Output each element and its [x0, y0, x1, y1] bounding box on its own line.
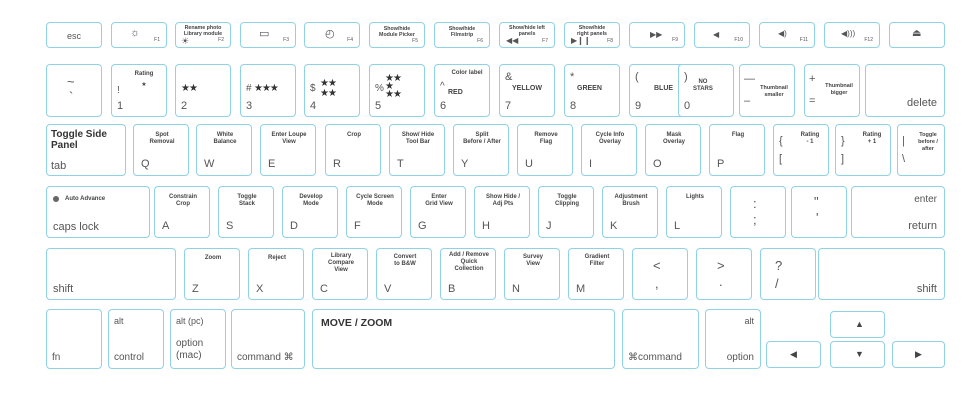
key-shift-left[interactable]	[46, 248, 176, 300]
key-char: B	[448, 283, 456, 295]
key-arrow-right[interactable]	[892, 341, 945, 368]
key-action-label: Adjustment Brush	[614, 194, 648, 207]
key-char: 8	[570, 100, 577, 112]
key-label: shift	[53, 283, 74, 295]
key-char: C	[320, 283, 328, 295]
key-action-label: Lights	[686, 194, 704, 200]
key-period[interactable]	[696, 248, 752, 300]
key-t[interactable]	[389, 124, 445, 176]
rating-stars: ★★★	[254, 83, 278, 94]
arrow-right-icon: ▶	[915, 349, 922, 359]
key-f2[interactable]	[175, 22, 231, 48]
key-fn-label: F5	[412, 38, 418, 44]
key-shift-char: (	[635, 71, 639, 83]
key-minus[interactable]	[739, 64, 795, 117]
rewind-icon: ◀◀	[506, 36, 519, 45]
key-p[interactable]	[709, 124, 765, 176]
key-f[interactable]	[346, 186, 402, 238]
key-z[interactable]	[184, 248, 240, 300]
key-action-label: Split Before / After	[463, 132, 501, 145]
space-action-label: MOVE / ZOOM	[321, 317, 393, 329]
key-action-label: Toggle before / after	[918, 132, 938, 152]
key-alt-label: alt (pc)	[176, 316, 204, 326]
key-fn-label: F2	[218, 37, 224, 43]
key-action-label: Mask Overlay	[662, 132, 686, 145]
color-label-red: RED	[448, 89, 463, 96]
key-label: control	[114, 352, 145, 363]
key-char: 9	[635, 100, 642, 112]
key-char: R	[333, 158, 341, 170]
key-h[interactable]	[474, 186, 530, 238]
key-command-right[interactable]	[622, 309, 699, 369]
key-8[interactable]	[564, 64, 620, 117]
key-char: U	[525, 158, 533, 170]
key-alt-label: alt	[114, 316, 124, 326]
key-tab[interactable]	[46, 124, 126, 176]
key-char: 4	[310, 100, 317, 112]
key-char: X	[256, 283, 264, 295]
key-char: –	[744, 95, 751, 107]
key-char: I	[589, 158, 593, 170]
key-char: /	[775, 276, 779, 291]
key-fn-label: F4	[347, 37, 353, 43]
key-fn-label: F7	[542, 38, 548, 44]
key-action-label: Show/ Hide Tool Bar	[401, 132, 435, 145]
key-action-label: Library Compare View	[327, 253, 354, 273]
key-fn-label: F3	[283, 37, 289, 43]
key-label: esc	[66, 31, 81, 41]
mission-control-icon: ▭	[259, 28, 270, 40]
key-esc[interactable]	[46, 22, 102, 48]
key-action-label: Show Hide / Adj Pts	[485, 194, 520, 207]
arrow-down-icon: ▼	[855, 349, 864, 359]
eject-icon: ⏏	[912, 28, 922, 39]
key-control[interactable]	[108, 309, 164, 369]
key-char: 0	[684, 100, 691, 112]
key-fn[interactable]	[46, 309, 102, 369]
key-action-label: Convert to B&W	[393, 254, 417, 267]
key-char: S	[226, 220, 234, 232]
rating-stars: ★★ ★ ★★	[385, 73, 401, 100]
key-shift-right[interactable]	[818, 248, 945, 300]
key-action-label: Auto Advance	[65, 196, 106, 202]
key-shift-char: <	[653, 258, 661, 273]
rating-stars: ★★ ★★	[320, 78, 336, 99]
key-shift-char: %	[375, 83, 384, 94]
key-action-label: Develop Mode	[299, 194, 323, 207]
key-backtick[interactable]	[46, 64, 102, 117]
key-char: T	[397, 158, 404, 170]
key-equals[interactable]	[804, 64, 860, 117]
key-char: 7	[505, 100, 512, 112]
key-f4[interactable]	[304, 22, 360, 48]
key-f12[interactable]	[824, 22, 880, 48]
key-label: fn	[52, 352, 61, 363]
key-action-label: Thumbnail smaller	[760, 85, 788, 98]
key-char: M	[576, 283, 586, 295]
key-char: J	[546, 220, 552, 232]
key-label: ⌘command	[628, 352, 682, 363]
key-k[interactable]	[602, 186, 658, 238]
volume-down-icon: ◀)	[778, 29, 787, 38]
key-action-label: Cycle Info Overlay	[595, 132, 625, 145]
key-char: V	[384, 283, 392, 295]
key-action-label: Gradient Filter	[584, 254, 610, 267]
key-f11[interactable]	[759, 22, 815, 48]
key-shift-char: ?	[775, 258, 783, 273]
key-i[interactable]	[581, 124, 637, 176]
key-q[interactable]	[133, 124, 189, 176]
key-n[interactable]	[504, 248, 560, 300]
key-backslash[interactable]	[897, 124, 945, 176]
key-e[interactable]	[260, 124, 316, 176]
key-action-label: Show/hide Filmstrip	[448, 26, 476, 38]
key-action-label: Enter Grid View	[425, 194, 453, 207]
key-shift-char: $	[310, 83, 316, 94]
key-4[interactable]	[304, 64, 360, 117]
key-s[interactable]	[218, 186, 274, 238]
key-shift-char: —	[744, 73, 755, 85]
key-char: .	[719, 274, 723, 289]
arrow-up-icon: ▲	[855, 319, 864, 329]
key-j[interactable]	[538, 186, 594, 238]
color-label-green: GREEN	[577, 85, 602, 92]
key-char: ;	[753, 212, 757, 227]
key-char: \	[902, 153, 906, 165]
key-action-label: White Balance	[213, 132, 237, 145]
key-char: `	[69, 89, 74, 104]
key-m[interactable]	[568, 248, 624, 300]
key-action-label: Flag	[731, 132, 745, 138]
key-fn-label: F1	[154, 37, 160, 43]
key-semicolon[interactable]	[730, 186, 786, 238]
key-f5[interactable]	[369, 22, 425, 48]
key-char: Y	[461, 158, 469, 170]
key-right-bracket[interactable]	[835, 124, 891, 176]
key-w[interactable]	[196, 124, 252, 176]
color-label-yellow: YELLOW	[512, 85, 542, 92]
key-fn-label: F6	[477, 38, 483, 44]
key-option[interactable]	[170, 309, 226, 369]
key-action-label: Show/hide Module Picker	[379, 26, 415, 38]
key-action-label: Rating - 1	[800, 132, 820, 145]
key-arrow-up[interactable]	[830, 311, 885, 338]
key-5[interactable]	[369, 64, 425, 117]
key-char: 2	[181, 100, 188, 112]
key-v[interactable]	[376, 248, 432, 300]
arrow-left-icon: ◀	[790, 349, 797, 359]
key-option-right[interactable]	[705, 309, 761, 369]
key-action-label: Constrain Crop	[168, 194, 197, 207]
key-shift-char: {	[779, 135, 783, 147]
key-0[interactable]	[678, 64, 734, 117]
key-a[interactable]	[154, 186, 210, 238]
key-6[interactable]	[434, 64, 490, 117]
key-char: =	[809, 95, 816, 107]
key-label: caps lock	[53, 221, 99, 233]
key-left-bracket[interactable]	[773, 124, 829, 176]
key-label: command ⌘	[237, 352, 294, 363]
key-char: ]	[841, 153, 845, 165]
fast-forward-icon: ▶▶	[650, 30, 663, 39]
key-action-label: Add / Remove Quick Collection	[448, 252, 489, 272]
key-action-label: Show/hide right panels	[576, 25, 608, 37]
key-char: Z	[192, 283, 199, 295]
key-char: D	[290, 220, 298, 232]
key-label: option (mac)	[176, 338, 204, 361]
key-f8[interactable]	[564, 22, 620, 48]
key-char: '	[816, 210, 819, 225]
key-action-label: Crop	[347, 132, 361, 138]
key-char: ,	[655, 276, 659, 291]
key-o[interactable]	[645, 124, 701, 176]
key-action-label: Color label	[451, 70, 483, 76]
key-char: L	[674, 220, 681, 232]
key-g[interactable]	[410, 186, 466, 238]
key-r[interactable]	[325, 124, 381, 176]
key-shift-char: *	[570, 71, 575, 83]
key-shift-char: |	[902, 135, 905, 147]
key-shift-char: ^	[440, 81, 445, 92]
key-action-label: Thumbnail bigger	[825, 83, 853, 96]
key-f1[interactable]	[111, 22, 167, 48]
key-char: 1	[117, 100, 124, 112]
key-label: tab	[51, 160, 67, 172]
key-action-label: Rename photo Library module	[183, 25, 223, 37]
key-x[interactable]	[248, 248, 304, 300]
key-char: G	[418, 220, 427, 232]
key-u[interactable]	[517, 124, 573, 176]
dashboard-icon: ◴	[325, 28, 335, 40]
caps-lock-indicator-icon	[53, 196, 59, 202]
key-slash[interactable]	[760, 248, 816, 300]
key-1[interactable]	[111, 64, 167, 117]
brightness-down-icon: ☼	[130, 27, 141, 39]
key-label: shift	[916, 283, 937, 295]
key-3[interactable]	[240, 64, 296, 117]
key-label: return	[908, 220, 937, 232]
key-fn-label: F11	[799, 37, 808, 43]
key-f3[interactable]	[240, 22, 296, 48]
key-char: F	[354, 220, 361, 232]
key-char: W	[204, 158, 215, 170]
key-action-label: Toggle Clipping	[555, 194, 579, 207]
key-9[interactable]	[629, 64, 685, 117]
key-label: option	[726, 352, 754, 363]
rating-stars: ★★	[181, 83, 197, 94]
key-return[interactable]	[851, 186, 945, 238]
key-arrow-down[interactable]	[830, 341, 885, 368]
key-shift-char: !	[117, 85, 120, 96]
key-alt-label: alt	[744, 316, 754, 326]
key-char: 3	[246, 100, 253, 112]
key-action-label: Reject	[267, 255, 286, 261]
key-shift-char: +	[809, 73, 816, 85]
key-action-label: Zoom	[204, 255, 222, 261]
key-action-label: Cycle Screen Mode	[356, 194, 394, 207]
key-c[interactable]	[312, 248, 368, 300]
key-char: N	[512, 283, 520, 295]
key-shift-char: &	[505, 71, 513, 83]
key-shift-char: "	[814, 194, 819, 209]
key-shift-char: :	[753, 196, 757, 211]
brightness-up-icon: ☀	[181, 36, 190, 46]
key-shift-char: #	[246, 83, 252, 94]
key-7[interactable]	[499, 64, 555, 117]
key-f6[interactable]	[434, 22, 490, 48]
key-char: 5	[375, 100, 382, 112]
key-label: delete	[907, 97, 937, 109]
key-char: A	[162, 220, 170, 232]
key-action-label: Toggle Side Panel	[51, 129, 107, 151]
key-char: 6	[440, 100, 447, 112]
key-fn-label: F10	[734, 37, 743, 43]
key-y[interactable]	[453, 124, 509, 176]
key-command-left[interactable]	[231, 309, 305, 369]
mute-icon: ◀	[713, 30, 720, 39]
key-label: enter	[914, 194, 937, 205]
key-d[interactable]	[282, 186, 338, 238]
key-eject[interactable]	[889, 22, 945, 48]
key-char: H	[482, 220, 490, 232]
key-action-label: Spot Removal	[149, 132, 175, 145]
key-arrow-left[interactable]	[766, 341, 821, 368]
key-char: [	[779, 153, 783, 165]
key-fn-label: F8	[607, 38, 613, 44]
play-pause-icon: ▶❙❙	[571, 36, 591, 45]
key-char: O	[653, 158, 662, 170]
key-char: K	[610, 220, 618, 232]
key-delete[interactable]	[865, 64, 945, 117]
key-action-label: Remove Flag	[534, 132, 558, 145]
key-caps-lock[interactable]	[46, 186, 150, 238]
key-f10[interactable]	[694, 22, 750, 48]
key-char: P	[717, 158, 725, 170]
key-action-label: Survey View	[522, 254, 543, 267]
key-char: E	[268, 158, 276, 170]
key-l[interactable]	[666, 186, 722, 238]
key-quote[interactable]	[791, 186, 847, 238]
key-f9[interactable]	[629, 22, 685, 48]
key-char: Q	[141, 158, 150, 170]
key-action-label: Rating + 1	[862, 132, 882, 145]
color-label-no-stars: NO STARS	[693, 79, 713, 92]
key-fn-label: F12	[864, 37, 873, 43]
key-space[interactable]	[312, 309, 615, 369]
key-action-label: Enter Loupe View	[271, 132, 307, 145]
key-shift-char: }	[841, 135, 845, 147]
key-action-label: Rating ★	[134, 71, 154, 88]
color-label-blue: BLUE	[654, 85, 674, 92]
key-f7[interactable]	[499, 22, 555, 48]
key-action-label: Show/hide left panels	[509, 25, 545, 37]
key-shift-char: )	[684, 71, 688, 83]
key-shift-char: ~	[67, 74, 75, 89]
key-comma[interactable]	[632, 248, 688, 300]
volume-up-icon: ◀)))	[841, 29, 856, 38]
key-fn-label: F9	[672, 37, 678, 43]
key-b[interactable]	[440, 248, 496, 300]
key-2[interactable]	[175, 64, 231, 117]
key-shift-char: >	[717, 258, 725, 273]
key-action-label: Toggle Stack	[237, 194, 257, 207]
